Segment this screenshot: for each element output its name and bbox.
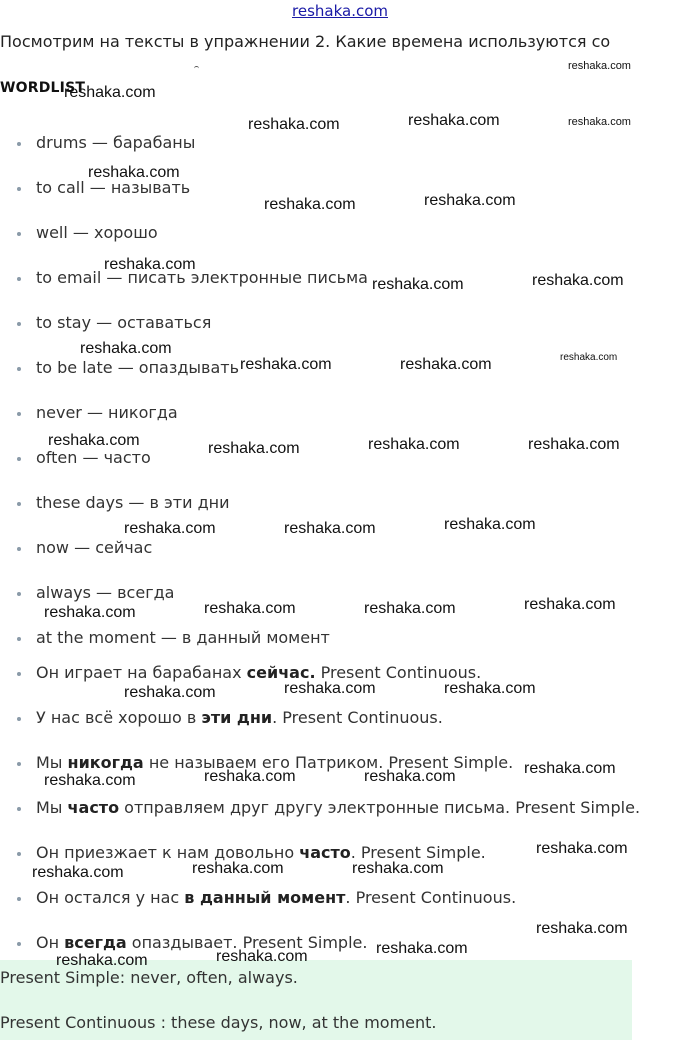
wordlist-item: to stay — оставаться [36,313,212,332]
wordlist-item: always — всегда [36,583,175,602]
summary-present-continuous: Present Continuous : these days, now, at the moment. [0,1013,437,1032]
watermark: reshaka.com [48,432,140,449]
sentence-keyword: никогда [67,753,144,772]
sentence-post: . Present Continuous. [345,888,517,907]
watermark: reshaka.com [568,116,631,128]
wordlist-item: to call — называть [36,178,191,197]
watermark: reshaka.com [524,760,616,777]
watermark: reshaka.com [216,948,308,965]
sentence-post: опаздывает. Present Simple. [126,933,368,952]
watermark: reshaka.com [248,116,340,133]
sentence-keyword: всегда [64,933,127,952]
intro-text: Посмотрим на тексты в упражнении 2. Какие времена используются со [0,32,611,51]
sentence-item [36,663,481,682]
watermark: reshaka.com [104,256,196,273]
watermark: reshaka.com [364,600,456,617]
sentence-pre: Мы [36,798,68,817]
watermark: reshaka.com [372,276,464,293]
site-link[interactable]: reshaka.com [292,2,388,20]
sentence-post: Present Continuous. [315,663,482,682]
watermark: reshaka.com [364,768,456,785]
sentence-pre: Он приезжает к нам довольно [36,843,300,862]
watermark: reshaka.com [284,520,376,537]
watermark: reshaka.com [264,196,356,213]
watermark: reshaka.com [192,860,284,877]
watermark: reshaka.com [64,84,156,101]
watermark: reshaka.com [44,772,136,789]
sentence-keyword: часто [299,843,351,862]
watermark: reshaka.com [284,680,376,697]
sentence-item [36,933,367,952]
wordlist-item: these days — в эти дни [36,493,230,512]
sentence-post: . Present Simple. [350,843,486,862]
wordlist-item: at the moment — в данный момент [36,628,330,647]
watermark: reshaka.com [376,940,468,957]
watermark: reshaka.com [408,112,500,129]
sentence-item [36,888,516,907]
sentence-pre: Он остался у нас [36,888,185,907]
summary-present-simple: Present Simple: never, often, always. [0,968,298,987]
watermark: reshaka.com [568,60,631,72]
wordlist-item: drums — барабаны [36,133,196,152]
watermark: reshaka.com [560,352,618,363]
watermark: reshaka.com [536,840,628,857]
watermark: reshaka.com [368,436,460,453]
watermark: reshaka.com [400,356,492,373]
watermark: reshaka.com [352,860,444,877]
sentence-item [36,708,443,727]
watermark: reshaka.com [532,272,624,289]
wordlist-item: never — никогда [36,403,178,422]
sentence-pre: Мы [36,753,68,772]
sentence-keyword: часто [67,798,120,817]
sentence-post: отправляем друг другу электронные письма. Present Simple. [119,798,641,817]
watermark: reshaka.com [204,768,296,785]
watermark: reshaka.com [124,684,216,701]
sentence-post: . Present Continuous. [272,708,443,727]
wordlist-title: WORDLIST [0,80,86,96]
watermark: reshaka.com [32,864,124,881]
summary-box [0,960,632,1040]
sentence-pre: Он играет на барабанах [36,663,247,682]
sentence-pre: У нас всё хорошо в [36,708,202,727]
wordlist-item: well — хорошо [36,223,158,242]
sentence-keyword: в данный момент [184,888,346,907]
watermark: reshaka.com [56,952,148,969]
watermark: reshaka.com [80,340,172,357]
watermark: reshaka.com [536,920,628,937]
watermark: reshaka.com [524,596,616,613]
watermark: reshaka.com [88,164,180,181]
sentence-item [36,798,640,817]
watermark: reshaka.com [44,604,136,621]
watermark: reshaka.com [204,600,296,617]
watermark: reshaka.com [240,356,332,373]
sentence-keyword: эти дни [201,708,273,727]
watermark: reshaka.com [528,436,620,453]
sentence-post: не называем его Патриком. Present Simple. [143,753,514,772]
wordlist-item: to be late — опаздывать [36,358,240,377]
wordlist-item: to email — писать электронные письма [36,268,368,287]
wordlist-item: now — сейчас [36,538,153,557]
sentence-pre: Он [36,933,65,952]
watermark: reshaka.com [444,680,536,697]
sentence-keyword: сейчас. [246,663,316,682]
wordlist-item: often — часто [36,448,151,467]
watermark: reshaka.com [124,520,216,537]
watermark: reshaka.com [424,192,516,209]
watermark: reshaka.com [208,440,300,457]
watermark: reshaka.com [444,516,536,533]
